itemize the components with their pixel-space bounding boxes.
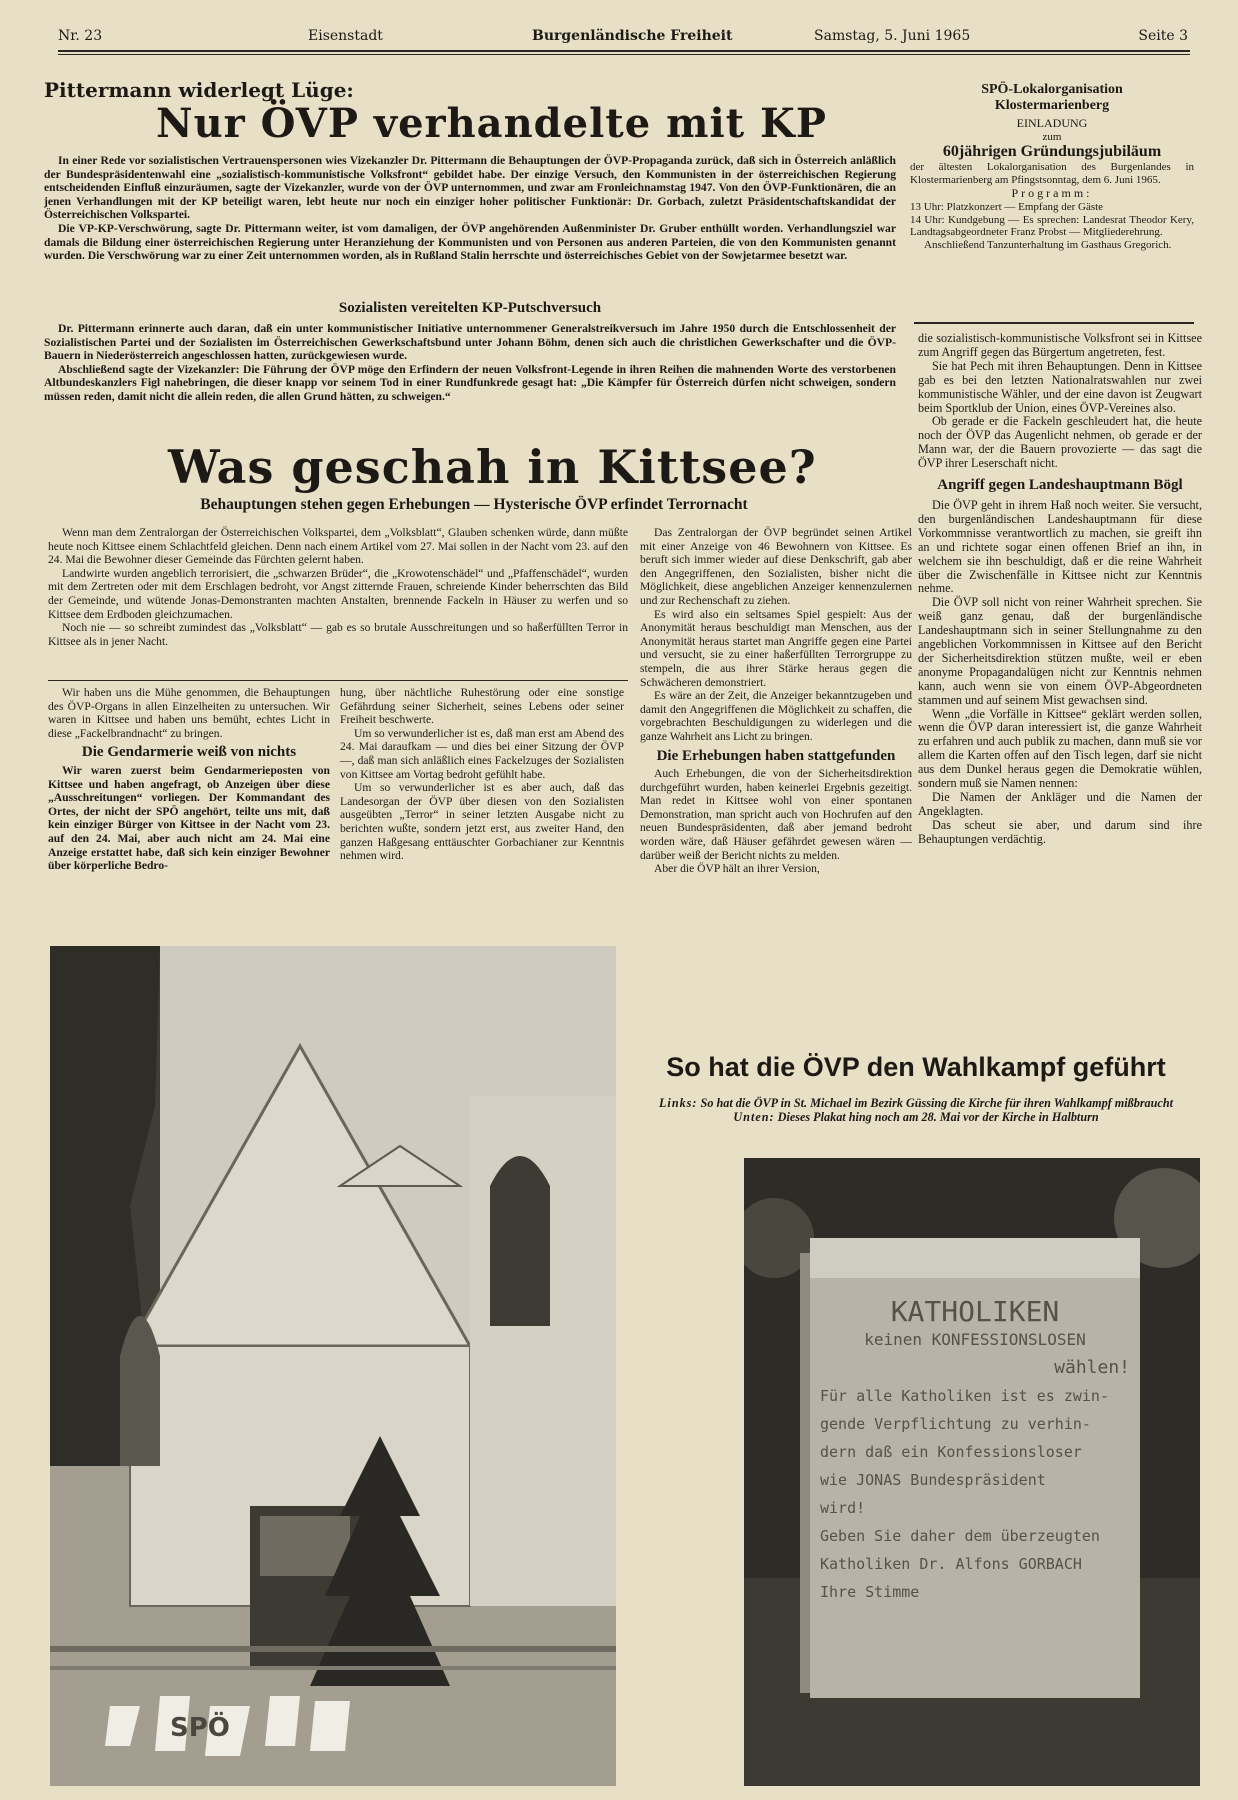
poster-photo	[744, 1158, 1200, 1786]
lead-para4: Abschließend sagte der Vizekanzler: Die Führung der ÖVP möge den Erfindern der neuen Volksfront-Legende in ihren Reihen die mahnenden Worte des verstorbenen Altbundeskanzlers Figl nahebringen, die dieser knapp vor seinem Tod in einer Rundfunkrede gesagt hat: „Die Kämpfer für Österreich dürfen nicht schweigen, sondern müssen reden, damit nicht die allein reden, die allen Grund hätten, zu schweigen.“	[44, 362, 896, 403]
kittsee-col3-subhead: Die Erhebungen haben stattgefunden	[656, 747, 896, 764]
right-para1: die sozialistisch-kommunistische Volksfront sei in Kittsee zum Angriff gegen das Bürgertum angetreten, fest.	[918, 331, 1202, 359]
notice-box	[910, 82, 1194, 252]
poster-line8: wird!	[820, 1499, 866, 1517]
kittsee-col2	[340, 686, 624, 863]
kittsee-col1	[48, 686, 330, 873]
caption2	[650, 1110, 1182, 1124]
kittsee-subheadline: Behauptungen stehen gegen Erhebungen — Hysterische ÖVP erfindet Terrornacht	[200, 496, 748, 513]
poster-line9: Geben Sie daher dem überzeugten	[820, 1527, 1100, 1545]
right-para4: Die ÖVP geht in ihrem Haß noch weiter. Sie versucht, den burgenländischen Landeshauptmann für diese Vorkommnisse verantwortlich zu machen, sie greift ihn an und richtete sogar einen offenen Brief an ihn, in welchem sie ihn beschuldigt, daß er die reine Wahrheit über die Zwischenfälle in Kittsee nicht zur Kenntnis nehme.	[918, 497, 1202, 596]
lead-headline: Nur ÖVP verhandelte mit KP	[156, 100, 827, 147]
caption2-text: Dieses Plakat hing noch am 28. Mai vor der Kirche in Halbturn	[777, 1110, 1099, 1124]
kittsee-headline: Was geschah in Kittsee?	[168, 440, 817, 494]
lead-subhead: Sozialisten vereitelten KP-Putschversuch	[338, 300, 602, 316]
notice-zum: zum	[1042, 131, 1062, 143]
lead-para2: Die VP-KP-Verschwörung, sagte Dr. Pittermann weiter, ist vom damaligen, der ÖVP angehörenden Außenminister Dr. Gruber enthüllt worden. Verhandlungsziel war damals die Bildung einer österreichischen Regierung unter Heranziehung der Kommunisten und von Personen aus anderen Parteien, die von den Kommunisten genannt wurden. Die Verschwörung war zu einer Zeit unternommen worden, als in Rußland Stalin herrschte und österreichisches Gebiet von der Sowjetarmee besetzt war.	[44, 221, 896, 263]
caption1	[650, 1096, 1182, 1110]
header-rule	[58, 50, 1190, 52]
church-photo-drawing	[50, 946, 616, 1786]
notice-item3: Anschließend Tanzunterhaltung im Gasthaus Gregorich.	[924, 238, 1172, 251]
church-sign-text: SPÖ	[170, 1713, 230, 1743]
kittsee-col3-p1: Das Zentralorgan der ÖVP begründet seinen Artikel mit einer Anzeige von 46 Bewohnern von Kittsee. Es beruft sich immer wieder auf diese Denkschrift, gab aber den Angegriffenen, den Sozialisten, bisher nicht die Möglichkeit, diese angeblichen Anzeiger kennenzulernen und zur Rechenschaft zu ziehen.	[640, 526, 912, 607]
page-label: Seite 3	[1138, 28, 1188, 44]
kittsee-intro1: Wenn man dem Zentralorgan der Österreichischen Volkspartei, dem „Volksblatt“, Glauben schenken würde, dann müßte heute noch Kittsee einem Schlachtfeld gleichen. Denn nach einem Artikel vom 27. Mai sollen in der Nacht vom 23. auf den 24. Mai die Bewohner dieser Gemeinde das Fürchten gelernt haben.	[48, 526, 628, 567]
notice-item1: 13 Uhr: Platzkonzert — Empfang der Gäste	[910, 201, 1104, 214]
right-para7: Die Namen der Ankläger und die Namen der Angeklagten.	[918, 790, 1202, 818]
notice-org: SPÖ-Lokalorganisation	[981, 82, 1123, 97]
kittsee-col1-p1: Wir haben uns die Mühe genommen, die Behauptungen des ÖVP-Organs in allen Einzelheiten zu untersuchen. Wir waren in Kittsee und haben uns bemüht, echtes Licht in diese „Fackelbrandnacht“ zu bringen.	[48, 686, 330, 740]
kittsee-col3	[640, 526, 912, 876]
caption2-label: Unten:	[733, 1110, 775, 1124]
poster-line11: Ihre Stimme	[820, 1583, 920, 1601]
kittsee-intro	[48, 526, 628, 648]
kittsee-col2-p2: Um so verwunderlicher ist es, daß man erst am Abend des 24. Mai daraufkam — und dies bei einer Sitzung der ÖVP —, daß man sich anläßlich eines Fackelzuges der Sozialisten von Kittsee am Vortag bedroht gefühlt habe.	[340, 726, 624, 781]
caption1-text: So hat die ÖVP in St. Michael im Bezirk Güssing die Kirche für ihren Wahlkampf mißbraucht	[700, 1096, 1174, 1110]
issue-date: Samstag, 5. Juni 1965	[814, 28, 971, 44]
city: Eisenstadt	[308, 28, 383, 44]
kittsee-col1-p2: Wir waren zuerst beim Gendarmerieposten von Kittsee und haben angefragt, ob Anzeigen über diese „Ausschreitungen“ vorliegen. Der Kommandant des Ortes, der nicht der SPÖ angehört, teilte uns mit, daß kein einziger Bürger von Kittsee in der Nacht vom 23. auf den 24. Mai, aber auch nicht am 24. Mai eine Anzeige erstattet habe, daß sich kein einziger Bewohner über körperliche Bedro-	[48, 763, 330, 873]
kittsee-col3-p4: Auch Erhebungen, die von der Sicherheitsdirektion durchgeführt wurden, haben keinerlei Ergebnis gezeitigt. Man redet in Kittsee wohl von einer spontanen Demonstration, man spricht auch von Hochrufen auf den neuen Bundespräsidenten, daß aber jemand bedroht worden wäre, daß Häuser gefährdet gewesen wären — darüber weiß der Bericht nichts zu melden.	[640, 767, 912, 862]
right-para5: Die ÖVP soll nicht von reiner Wahrheit sprechen. Sie weiß ganz genau, daß der burgenländische Landeshauptmann sich in seiner Stellungnahme zu den angeblichen Vorkommnissen in Kittsee auf den Bericht der Sicherheitsdirektion stützen mußte, weil er eben anonyme Propagandalügen nicht zur Kenntnis nehmen kann, auch wenn sie von einem ÖVP-Abgeordneten stammen und auf seinem Mist gewachsen sind.	[918, 595, 1202, 707]
right-column	[918, 332, 1202, 847]
kittsee-col3-p3: Es wäre an der Zeit, die Anzeiger bekanntzugeben und damit den Angegriffenen die Möglichkeit zu schaffen, die vorgebrachten Beschuldigungen zu widerlegen und die ganze Wahrheit ans Licht zu bringen.	[640, 689, 912, 743]
header-rule-thin	[58, 54, 1190, 55]
wahlkampf-headline: So hat die ÖVP den Wahlkampf geführt	[666, 1052, 1166, 1082]
kittsee-col3-p2: Es wird also ein seltsames Spiel gespielt: Aus der Anonymität heraus beschuldigt man Menschen, aus der Anonymität heraus startet man Angriffe gegen eine Partei und versucht, sie zu einer haßerfüllten Terrorgruppe zu stempeln, die aus ihrer Stärke heraus gegen die Schwächeren demonstriert.	[640, 607, 912, 689]
lead-kicker: Pittermann widerlegt Lüge:	[44, 78, 354, 102]
poster-line4: Für alle Katholiken ist es zwin-	[820, 1387, 1109, 1405]
poster-line3: wählen!	[1054, 1357, 1130, 1378]
right-para6: Wenn „die Vorfälle in Kittsee“ geklärt werden sollen, wenn die ÖVP daran interessiert ist, die ganze Wahrheit zu erfahren und auch publik zu machen, dann muß sie vor allem die Karten offen auf den Tisch legen, darf sie nicht aus dem Dunkel heraus gegen die Demokratie wühlen, sondern muß sie Namen nennen:	[918, 706, 1202, 791]
kittsee-col1-subhead: Die Gendarmerie weiß von nichts	[81, 744, 297, 761]
kittsee-col2-p3: Um so verwunderlicher ist es aber auch, daß das Landesorgan der ÖVP über diesen von den Sozialisten ausgeübten „Terror“ in seiner letzten Ausgabe nicht zu berichten wußte, sondern jetzt erst, aus zweiter Hand, den ganzen Haßgesang enttäuschter Gorbachianer zur Kenntnis nehmen wird.	[340, 781, 624, 863]
notice-event: 60jährigen Gründungsjubiläum	[942, 143, 1162, 160]
right-subhead: Angriff gegen Landeshauptmann Bögl	[937, 477, 1183, 494]
kittsee-col2-p1: hung, über nächtliche Ruhestörung oder eine sonstige Gefährdung seiner Sicherheit, seines Lebens oder seiner Freiheit beschwerte.	[340, 686, 624, 727]
poster-line5: gende Verpflichtung zu verhin-	[820, 1415, 1091, 1433]
lead-body	[44, 154, 896, 263]
right-para3: Ob gerade er die Fackeln geschleudert hat, die heute noch der ÖVP das Augenlicht nehmen, ob gerade er der Mann war, der die Bauern provozierte — das sagt die ÖVP ihrer Leserschaft nicht.	[918, 414, 1202, 471]
poster-line7: wie JONAS Bundespräsident	[820, 1471, 1046, 1489]
poster-line2: keinen KONFESSIONSLOSEN	[864, 1330, 1086, 1349]
right-para8: Das scheut sie aber, und darum sind ihre Behauptungen verdächtig.	[918, 817, 1202, 846]
paper-name: Burgenländische Freiheit	[532, 28, 733, 44]
kittsee-intro3: Noch nie — so schreibt zumindest das „Volksblatt“ — gab es so brutale Ausschreitungen und so haßerfüllten Terror in Kittsee als in jener Nacht.	[48, 621, 628, 648]
lead-intro: In einer Rede vor sozialistischen Vertrauenspersonen wies Vizekanzler Dr. Pittermann die Behauptungen der ÖVP-Propaganda zurück, daß sich in Österreich anläßlich der Bundespräsidentenwahl eine „sozialistisch-kommunistische Volksfront“ gebildet habe. Der einzige Versuch, den Kommunisten in der österreichischen Regierung entscheidenden Einfluß einzuräumen, sagte der Vizekanzler, wurde von der ÖVP unternommen, und zwar am Fronleichnamstag 1947. Von den ÖVP-Funktionären, die an jenen Verhandlungen mit der KP beteiligt waren, lebt heute nur noch ein einziger hoher politischer Funktionär: Dr. Gorbach, zuletzt Präsidentschaftskandidat der Österreichischen Volkspartei.	[44, 154, 896, 222]
notice-rule	[914, 322, 1194, 324]
notice-place: Klostermarienberg	[994, 98, 1110, 113]
right-para2: Sie hat Pech mit ihren Behauptungen. Denn in Kittsee gab es bei den letzten Nationalratswahlen nur zwei kommunistische Wähler, und der eine davon ist Zeugwart beim Sportklub der Union, eines ÖVP-Vereines also.	[918, 358, 1202, 415]
notice-invitation: EINLADUNG	[1016, 116, 1088, 130]
notice-item2: 14 Uhr: Kundgebung — Es sprechen: Landesrat Theodor Kery, Landtagsabgeordneter Franz Probst — Mitgliederehrung.	[910, 213, 1194, 239]
kittsee-col3-p5: Aber die ÖVP hält an ihrer Version,	[654, 862, 820, 876]
notice-program-label: Programm:	[1011, 186, 1093, 201]
church-photo	[50, 946, 616, 1786]
poster-line1: KATHOLIKEN	[890, 1295, 1060, 1328]
wahlkampf-captions	[650, 1096, 1182, 1124]
notice-text: der ältesten Lokalorganisation des Burgenlandes in Klostermarienberg am Pfingstsonntag, dem 6. Juni 1965.	[910, 161, 1194, 186]
page-header	[58, 28, 1188, 48]
lead-para3: Dr. Pittermann erinnerte auch daran, daß ein unter kommunistischer Initiative unternommener Generalstreikversuch im Jahre 1950 durch die Entschlossenheit der Sozialistischen Partei und der Sozialisten im Österreichischen Gewerkschaftsbund unter Johann Böhm, denen sich auch die christlichen Gewerkschafter und die ÖVP-Bauern in Niederösterreich angeschlossen hatten, zurückgewiesen wurde.	[44, 322, 896, 363]
poster-text	[820, 1295, 1130, 1606]
kittsee-intro2: Landwirte wurden angeblich terrorisiert, die „schwarzen Brüder“, die „Krowotenschädel“ und „Pfaffenschädel“, wurden mit dem Zertreten oder mit dem Erschlagen bedroht, vor Angst zitternde Frauen, schreiende Kinder beherrschten das Bild der Gemeinde, und wütende Jonas-Demonstranten machten Anstalten, brennende Fackeln in Häuser zu werfen und so Kittsee dem Erdboden gleichzumachen.	[48, 566, 628, 621]
page-number: Nr. 23	[58, 28, 103, 44]
poster-line6: dern daß ein Konfessionsloser	[820, 1443, 1082, 1461]
kittsee-intro-rule	[48, 680, 628, 681]
lead-body-2	[44, 322, 896, 404]
poster-line10: Katholiken Dr. Alfons GORBACH	[820, 1555, 1082, 1573]
caption1-label: Links:	[658, 1096, 698, 1110]
